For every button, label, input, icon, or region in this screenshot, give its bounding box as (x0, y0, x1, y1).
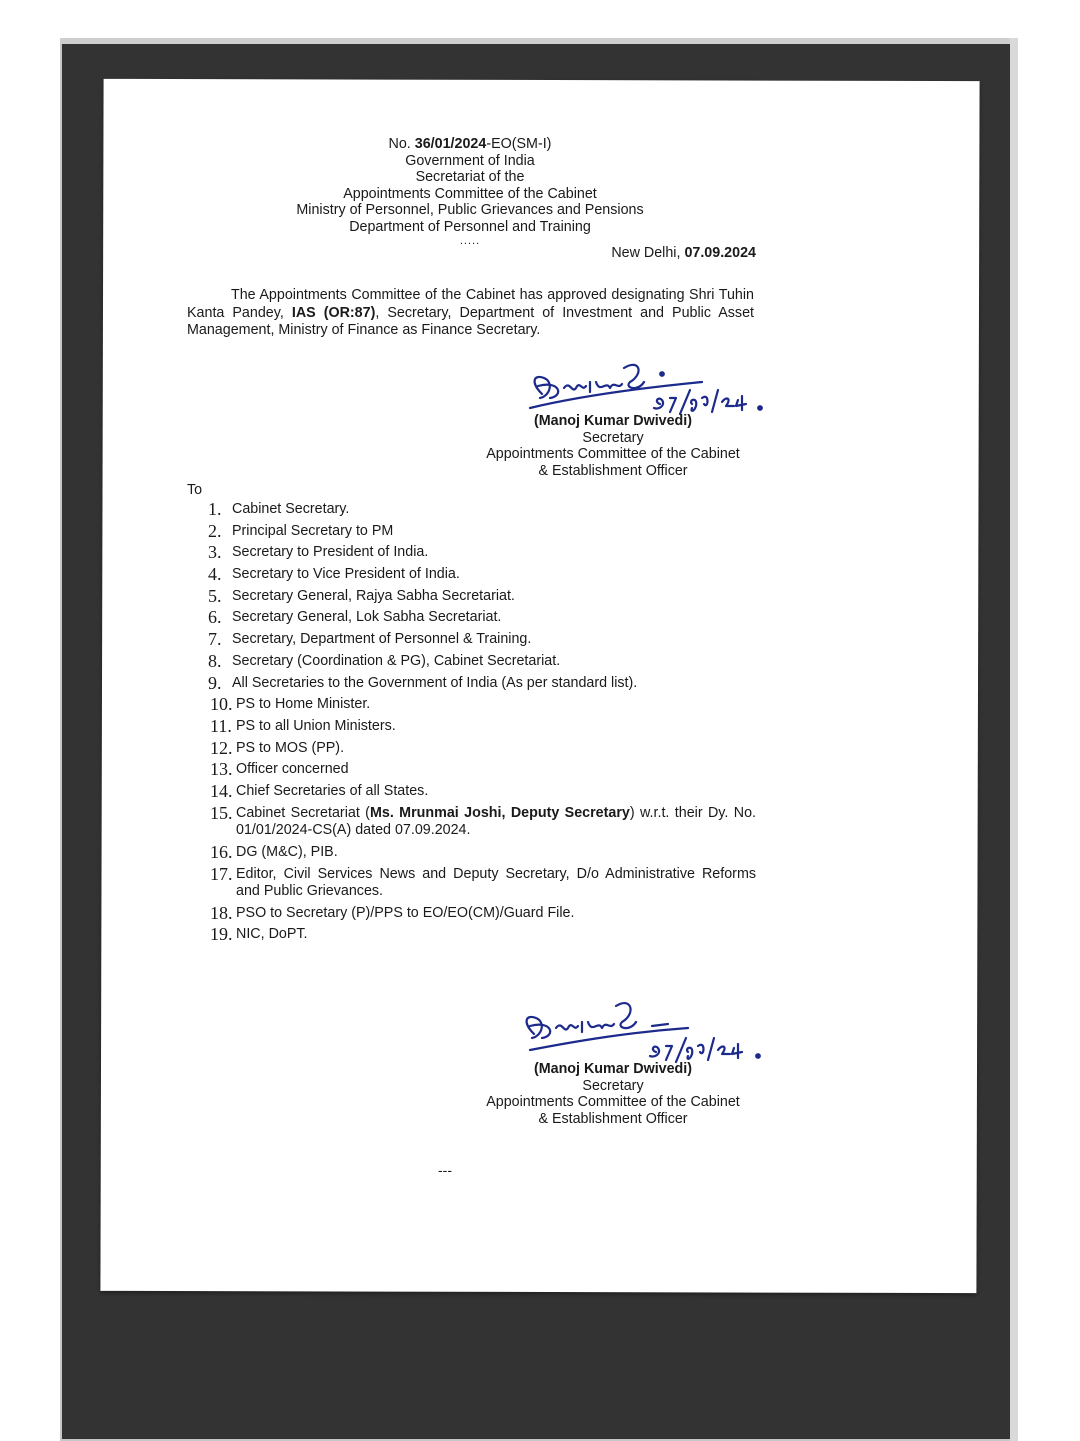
list-item: 6. Secretary General, Lok Sabha Secretariat. (208, 607, 502, 628)
header-line: Ministry of Personnel, Public Grievances and Pensions (296, 202, 644, 218)
list-item: 15. Cabinet Secretariat (Ms. Mrunmai Joshi, Deputy Secretary) w.r.t. their Dy. No. 01/01/2024-CS(A) dated 07.09.2024. (210, 802, 756, 839)
letter-date: New Delhi, 07.09.2024 (611, 245, 756, 261)
letter-header (250, 136, 690, 247)
list-item: 5. Secretary General, Rajya Sabha Secretariat. (208, 585, 515, 606)
list-item: 18. PSO to Secretary (P)/PPS to EO/EO(CM)/Guard File. (210, 902, 575, 923)
list-item: 4. Secretary to Vice President of India. (208, 564, 460, 585)
signatory-title: Secretary (582, 429, 644, 446)
list-item: 12. PS to MOS (PP). (210, 737, 345, 758)
end-mark: --- (438, 1162, 452, 1178)
list-item: 19. NIC, DoPT. (210, 924, 308, 945)
list-item: 7. Secretary, Department of Personnel & Training. (208, 629, 532, 650)
list-item: 1. Cabinet Secretary. (208, 499, 350, 519)
recipient-list (208, 501, 756, 948)
handwritten-signature (512, 992, 770, 1066)
signature-block (470, 413, 756, 479)
signatory-org: Appointments Committee of the Cabinet (486, 446, 740, 462)
list-item: 11. PS to all Union Ministers. (210, 715, 396, 736)
header-line: Department of Personnel and Training (349, 218, 591, 235)
list-item: 9. All Secretaries to the Government of India (As per standard list). (208, 672, 638, 693)
list-item: 8. Secretary (Coordination & PG), Cabinet Secretariat. (208, 650, 561, 671)
list-item: 13. Officer concerned (210, 759, 349, 780)
body-paragraph: The Appointments Committee of the Cabinet has approved designating Shri Tuhin Kanta Pandey, IAS (OR:87), Secretary, Department of Investment and Public Asset Management, Ministry of Finance as Finance Secretary. (187, 287, 754, 338)
list-item: 16. DG (M&C), PIB. (210, 841, 338, 862)
signatory-name: (Manoj Kumar Dwivedi) (533, 413, 693, 429)
signatory-role: & Establishment Officer (538, 1110, 688, 1127)
signature-block (470, 1061, 756, 1127)
reference-number: No. 36/01/2024-EO(SM-I) (388, 136, 552, 152)
list-item: 2. Principal Secretary to PM (208, 520, 394, 541)
list-item: 3. Secretary to President of India. (208, 542, 429, 563)
signatory-name: (Manoj Kumar Dwivedi) (533, 1061, 693, 1077)
list-item: 17. Editor, Civil Services News and Deputy Secretary, D/o Administrative Reforms and Public Grievances. (210, 863, 756, 899)
signatory-title: Secretary (582, 1077, 644, 1094)
signatory-org: Appointments Committee of the Cabinet (486, 1094, 740, 1110)
list-item: 10. PS to Home Minister. (210, 694, 371, 715)
header-dots: ..... (459, 235, 481, 247)
header-line: Government of India (405, 152, 535, 169)
handwritten-signature (520, 352, 770, 422)
signatory-role: & Establishment Officer (538, 462, 688, 479)
to-label: To (187, 482, 203, 498)
header-line: Appointments Committee of the Cabinet (343, 185, 597, 202)
list-item: 14. Chief Secretaries of all States. (210, 780, 429, 801)
header-line: Secretariat of the (415, 169, 525, 185)
